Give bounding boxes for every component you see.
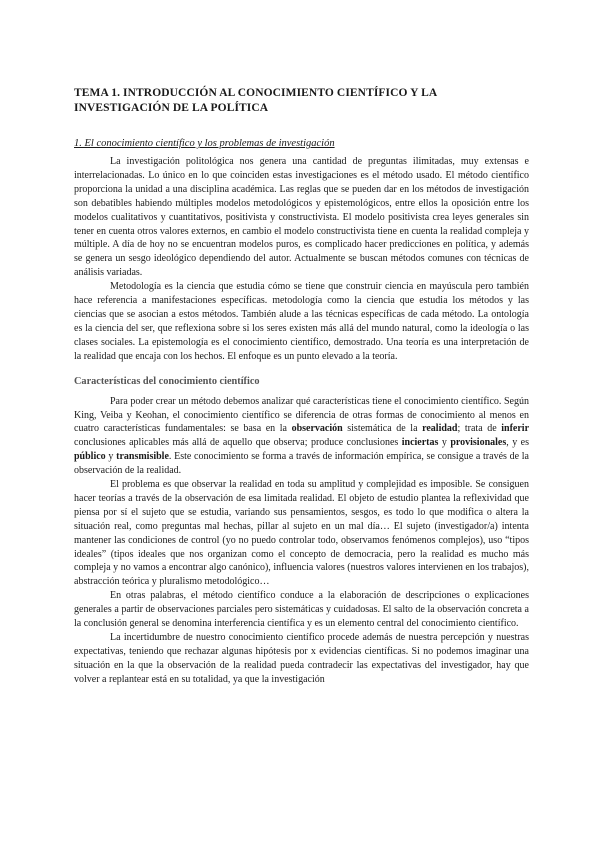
paragraph: La incertidumbre de nuestro conocimiento científico procede además de nuestra percepción y nuestras expectativas, teniendo que rechazar algunas hipótesis por x evidencias científicas. Si no podemos imaginar una situación en la que la observación de la realidad pueda contradecir las expectativas del investigador, hay que volver a replantear está en su totalidad, ya que la investigación: [74, 632, 529, 685]
bold-term: transmisible: [116, 451, 169, 463]
paragraph: La investigación politológica nos genera una cantidad de preguntas ilimitadas, muy extensas e interrelacionadas. Lo único en lo que coinciden estas investigaciones es el método usado. El método científico proporciona la unidad a una disciplina académica. Las reglas que se pueden dar en los métodos de investigación son debatibles habiendo múltiples modelos metodológicos y epistemológicos, entre ellos la oposición entre los modelos cualitativos y cuantitativos, positivista y constructivista. El modelo positivista crea leyes generales sin tener en cuenta otros valores externos, en cambio el modelo constructivista tiene en cuenta la realidad compleja y múltiple. A día de hoy no se encuentran modelos puros, es complicado hacer predicciones en política, y además se genera un sesgo ideológico dependiendo del autor. Actualmente se buscan métodos comunes con técnicas de análisis variadas.: [74, 156, 529, 279]
text-run: , y es: [506, 437, 529, 449]
text-run: ; trata de: [457, 423, 502, 435]
document-title: TEMA 1. INTRODUCCIÓN AL CONOCIMIENTO CIENTÍFICO Y LA INVESTIGACIÓN DE LA POLÍTICA: [74, 87, 437, 114]
bold-term: inferir: [501, 423, 530, 435]
paragraph-characteristics: [74, 395, 529, 478]
bold-term: provisionales: [450, 437, 507, 449]
text-run: conclusiones aplicables más allá de aquello que observa; produce conclusiones: [74, 437, 402, 449]
document-page: [74, 86, 529, 687]
bold-term: observación: [291, 423, 343, 435]
text-run: . Este conocimiento se forma a través de información empírica, se consigue a través de la observación de la realidad.: [74, 451, 529, 477]
text-run: sistemática de la: [342, 423, 423, 435]
text-run: y: [105, 451, 117, 463]
subsection-heading-characteristics: Características del conocimiento científico: [74, 375, 260, 387]
bold-term: realidad: [422, 423, 458, 435]
paragraph: En otras palabras, el método científico conduce a la elaboración de descripciones o explicaciones generales a partir de observaciones parciales pero sistemáticas y cuidadosas. El salto de la observación concreta a la conclusión general se denomina interferencia científica y es un elemento central del conocimiento científico.: [74, 590, 529, 630]
paragraph: El problema es que observar la realidad en toda su amplitud y complejidad es imposible. Se consiguen hacer teorías a través de la observación de esa limitada realidad. El objeto de estudio plantea la reflexividad que piensa por sí el sujeto que se estudia, variando sus pensamientos, sesgos, es todo lo que modifica o altera la situación real, como preguntas mal hechas, pillar al sujeto en un mal día… El sujeto (investigador/a) intenta mantener las condiciones de control (yo no puedo controlar todo, observamos fenómenos complejos), uso “tipos ideales” (tipos ideales que nos organizan como el concepto de democracia, pero la realidad es mucho más compleja y no vamos a encontrar algo canónico), influencia valores (nuestros valores intervienen en los trabajos), abstracción teórica y pluralismo metodológico…: [74, 479, 529, 588]
text-run: y: [438, 437, 451, 449]
paragraph: Metodología es la ciencia que estudia cómo se tiene que construir ciencia en mayúscula pero también hace referencia a manifestaciones específicas. metodología como la ciencia que estudia los métodos y las ciencias que se asocian a estos métodos. También alude a las técnicas específicas de cada método. La ontología es la ciencia del ser, que reflexiona sobre si los seres existen más allá del mundo natural, como la ideología o las clases sociales. La epistemología es el conocimiento científico, demostrado. Una teoría es una interpretación de la realidad que encaja con los hechos. El enfoque es un punto elevado a la teoría.: [74, 281, 529, 362]
bold-term: inciertas: [401, 437, 439, 449]
section-heading-knowledge: 1. El conocimiento científico y los problemas de investigación: [74, 138, 335, 149]
text-run: Para poder crear un método debemos analizar qué características tiene el conocimiento científico. Según King, Veiba y Keohan, el conocimiento científico se diferencia de otras formas de conocimiento al menos en cuatro características fundamentales: se basa en la: [74, 395, 529, 435]
bold-term: público: [74, 451, 106, 463]
